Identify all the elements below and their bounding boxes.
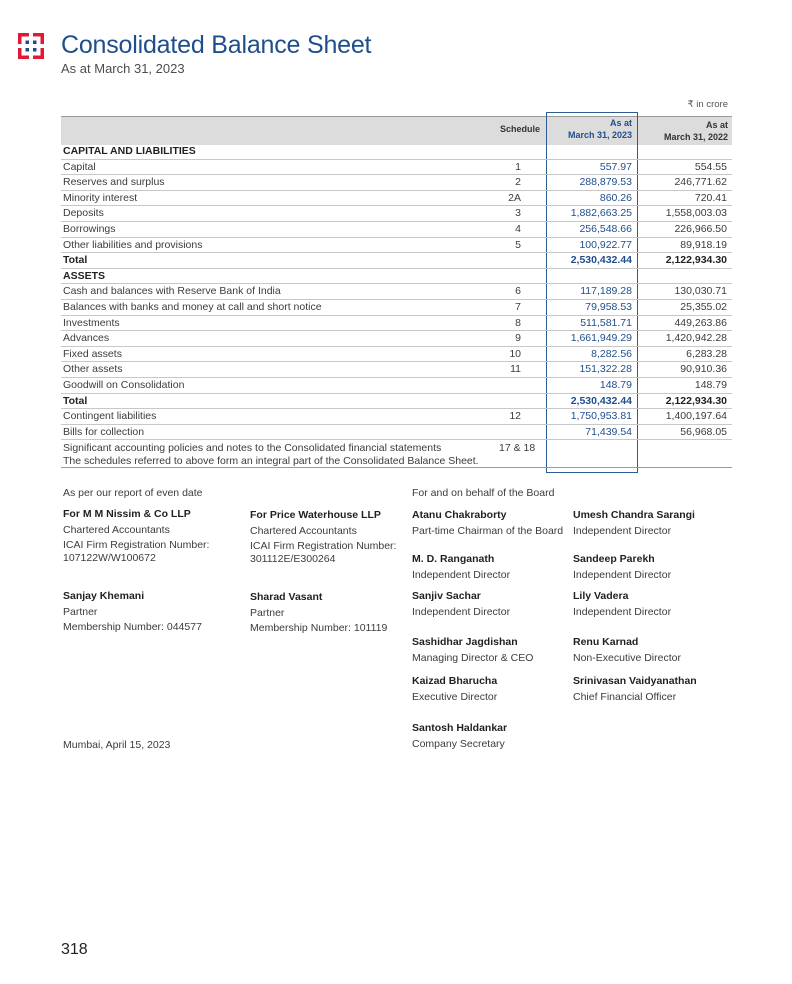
row-schedule: 5 <box>515 238 521 251</box>
table-bottom-rule <box>61 467 732 468</box>
board-member-name: Sandeep Parekh <box>573 553 655 565</box>
table-notes <box>63 442 479 467</box>
auditor-1-role: Partner <box>63 605 98 618</box>
row-prior-value: 1,400,197.64 <box>665 410 727 423</box>
auditor-1-name: Sanjay Khemani <box>63 590 145 602</box>
board-member-name: M. D. Ranganath <box>412 553 495 565</box>
auditor-2-firm: For Price Waterhouse LLP <box>250 509 381 521</box>
board-member-role: Independent Director <box>573 524 672 537</box>
board-member-role: Independent Director <box>412 605 511 618</box>
row-label: ASSETS <box>63 269 106 282</box>
row-current-value: 71,439.54 <box>585 425 632 438</box>
row-label: Balances with banks and money at call and short notice <box>63 300 322 313</box>
auditor-2-signatory <box>250 590 387 637</box>
column-header-prior-line1: As at <box>705 120 728 130</box>
row-schedule: 7 <box>515 300 521 313</box>
board-member-role: Non-Executive Director <box>573 651 681 664</box>
row-current-value: 2,530,432.44 <box>570 394 632 407</box>
board-member-name: Srinivasan Vaidyanathan <box>573 675 697 687</box>
row-schedule: 4 <box>515 222 521 235</box>
row-prior-value: 1,420,942.28 <box>665 332 727 345</box>
board-member <box>412 721 507 752</box>
auditor-1-reg-label: ICAI Firm Registration Number: <box>63 539 210 551</box>
row-label: Goodwill on Consolidation <box>63 378 185 391</box>
row-label: Bills for collection <box>63 425 145 438</box>
auditor-1-signatory <box>63 589 202 636</box>
row-label: Borrowings <box>63 222 116 235</box>
column-header-prior-line2: March 31, 2022 <box>663 132 728 142</box>
row-label: Contingent liabilities <box>63 410 157 423</box>
row-current-value: 1,661,949.29 <box>570 332 632 345</box>
row-current-value: 511,581.71 <box>580 316 632 329</box>
row-label: Other assets <box>63 363 123 376</box>
row-prior-value: 226,966.50 <box>674 222 727 235</box>
row-current-value: 100,922.77 <box>579 238 632 251</box>
row-schedule: 8 <box>515 316 521 329</box>
table-row-total <box>61 253 732 269</box>
place-date: Mumbai, April 15, 2023 <box>63 739 171 751</box>
row-current-value: 117,189.28 <box>580 285 632 298</box>
table-row <box>61 331 732 347</box>
row-schedule: 1 <box>515 160 521 173</box>
board-member <box>573 508 695 539</box>
row-schedule: 2A <box>508 191 521 204</box>
row-label: CAPITAL AND LIABILITIES <box>63 145 196 157</box>
row-label: Total <box>63 394 88 407</box>
report-line: As per our report of even date <box>63 487 203 499</box>
column-header-schedule: Schedule <box>499 124 540 134</box>
auditor-2-membership: Membership Number: 101119 <box>250 622 388 634</box>
board-member-role: Independent Director <box>573 568 672 581</box>
column-header-current-line2: March 31, 2023 <box>567 130 632 140</box>
row-schedule: 12 <box>509 410 521 423</box>
table-row <box>61 300 732 316</box>
board-member-role: Managing Director & CEO <box>412 651 534 664</box>
row-prior-value: 90,910.36 <box>680 363 727 376</box>
row-current-value: 8,282.56 <box>591 347 632 360</box>
row-prior-value: 2,122,934.30 <box>665 394 727 407</box>
auditor-1-reg-no: 107122W/W100672 <box>63 552 156 564</box>
column-header-prior <box>640 119 728 143</box>
row-current-value: 256,548.66 <box>579 222 632 235</box>
board-member-role: Executive Director <box>412 690 498 703</box>
board-member <box>573 589 671 620</box>
table-row <box>61 269 732 285</box>
row-current-value: 148.79 <box>599 378 632 391</box>
row-label: Fixed assets <box>63 347 122 360</box>
auditor-2-reg-label: ICAI Firm Registration Number: <box>250 540 397 552</box>
row-label: Deposits <box>63 207 104 220</box>
page-subtitle: As at March 31, 2023 <box>61 61 185 76</box>
board-member <box>412 674 497 705</box>
board-member <box>573 635 681 666</box>
auditor-2-block <box>250 508 396 566</box>
board-member-name: Atanu Chakraborty <box>412 509 507 521</box>
auditor-1-firm: For M M Nissim & Co LLP <box>63 508 191 520</box>
balance-sheet-table <box>61 144 732 440</box>
table-row <box>61 362 732 378</box>
table-row <box>61 206 732 222</box>
board-member-role: Independent Director <box>412 568 511 581</box>
board-member-name: Kaizad Bharucha <box>412 675 498 687</box>
row-label: Other liabilities and provisions <box>63 238 203 251</box>
row-label: Advances <box>63 332 110 345</box>
auditor-1-type: Chartered Accountants <box>63 523 170 536</box>
row-current-value: 557.97 <box>599 160 632 173</box>
row-prior-value: 720.41 <box>694 191 727 204</box>
board-member-name: Sashidhar Jagdishan <box>412 636 518 648</box>
auditor-1-membership: Membership Number: 044577 <box>63 621 202 633</box>
row-schedule: 3 <box>515 207 521 220</box>
board-member-name: Umesh Chandra Sarangi <box>573 509 695 521</box>
table-row <box>61 378 732 394</box>
row-prior-value: 89,918.19 <box>680 238 727 251</box>
auditor-2-name: Sharad Vasant <box>250 591 323 603</box>
table-row <box>61 222 732 238</box>
table-row <box>61 238 732 254</box>
bank-logo-icon <box>18 33 44 59</box>
board-member-role: Independent Director <box>573 605 672 618</box>
table-row <box>61 409 732 425</box>
table-row <box>61 191 732 207</box>
row-prior-value: 6,283.28 <box>686 347 727 360</box>
table-row-total <box>61 394 732 410</box>
auditor-2-type: Chartered Accountants <box>250 524 357 537</box>
board-member-role: Chief Financial Officer <box>573 690 677 703</box>
row-prior-value: 25,355.02 <box>680 300 727 313</box>
board-member <box>573 674 697 705</box>
board-member-name: Lily Vadera <box>573 590 629 602</box>
row-current-value: 79,958.53 <box>585 300 632 313</box>
board-member <box>573 552 671 583</box>
row-label: Reserves and surplus <box>63 176 165 189</box>
row-prior-value: 449,263.86 <box>674 316 727 329</box>
board-member-name: Renu Karnad <box>573 636 639 648</box>
row-schedule: 11 <box>510 363 521 376</box>
row-current-value: 151,322.28 <box>579 363 632 376</box>
note-accounting-policies: Significant accounting policies and notes to the Consolidated financial statements <box>63 442 442 454</box>
row-prior-value: 1,558,003.03 <box>665 207 727 220</box>
table-row <box>61 316 732 332</box>
table-row <box>61 284 732 300</box>
row-prior-value: 148.79 <box>694 378 727 391</box>
row-schedule: 10 <box>509 347 521 360</box>
row-prior-value: 246,771.62 <box>674 176 727 189</box>
board-member <box>412 508 563 539</box>
row-current-value: 860.26 <box>599 191 632 204</box>
row-current-value: 288,879.53 <box>579 176 632 189</box>
table-row <box>61 144 732 160</box>
note-schedule-ref: 17 & 18 <box>499 442 536 454</box>
currency-unit: ₹ in crore <box>687 99 728 110</box>
board-member-name: Santosh Haldankar <box>412 722 508 734</box>
board-member-role: Part-time Chairman of the Board <box>412 524 564 537</box>
row-label: Cash and balances with Reserve Bank of India <box>63 285 281 298</box>
board-member-role: Company Secretary <box>412 737 505 750</box>
row-label: Total <box>63 254 88 267</box>
auditor-1-block <box>63 507 209 565</box>
board-member <box>412 552 510 583</box>
row-current-value: 1,750,953.81 <box>570 410 632 423</box>
auditor-2-reg-no: 301112E/E300264 <box>250 553 336 565</box>
row-prior-value: 554.55 <box>694 160 727 173</box>
table-row <box>61 175 732 191</box>
table-row <box>61 347 732 363</box>
row-current-value: 2,530,432.44 <box>570 254 632 267</box>
auditor-2-role: Partner <box>250 606 285 619</box>
row-prior-value: 130,030.71 <box>674 285 727 298</box>
table-row <box>61 160 732 176</box>
row-schedule: 2 <box>515 176 521 189</box>
row-prior-value: 56,968.05 <box>680 425 727 438</box>
note-schedules: The schedules referred to above form an integral part of the Consolidated Balance Sheet. <box>63 454 479 467</box>
row-label: Capital <box>63 160 96 173</box>
row-schedule: 6 <box>515 285 521 298</box>
row-prior-value: 2,122,934.30 <box>665 254 727 267</box>
column-header-current-line1: As at <box>609 118 632 128</box>
row-current-value: 1,882,663.25 <box>570 207 632 220</box>
board-member-name: Sanjiv Sachar <box>412 590 481 602</box>
table-row <box>61 425 732 441</box>
board-member <box>412 635 533 666</box>
board-member <box>412 589 510 620</box>
page-title: Consolidated Balance Sheet <box>61 31 372 59</box>
board-line: For and on behalf of the Board <box>412 487 555 499</box>
page-number: 318 <box>61 941 88 958</box>
row-label: Minority interest <box>63 191 138 204</box>
row-schedule: 9 <box>515 332 521 345</box>
row-label: Investments <box>63 316 120 329</box>
